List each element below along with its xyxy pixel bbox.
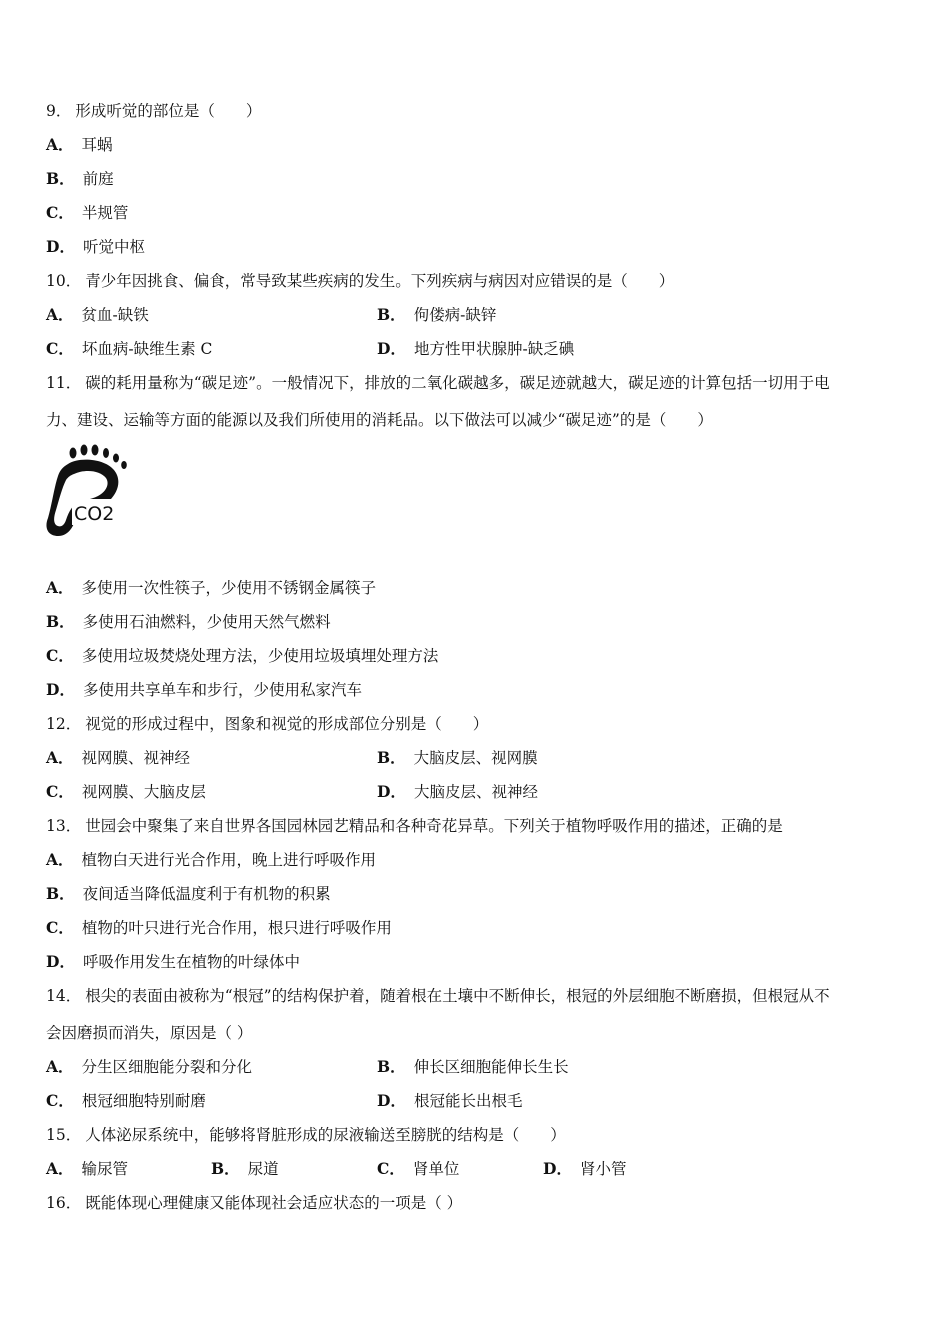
question-11-stem-line-1: 11． 碳的耗用量称为“碳足迹”。一般情况下，排放的二氧化碳越多，碳足迹就越大，碳足迹的计算包括一切用于电: [46, 374, 830, 392]
q11-option-c: C． 多使用垃圾焚烧处理方法，少使用垃圾填埋处理方法: [46, 646, 439, 665]
q14-option-b: B． 伸长区细胞能伸长生长: [377, 1057, 569, 1076]
q10-option-c: C． 坏血病-缺维生素 C: [46, 339, 213, 358]
q10-option-a: A． 贫血-缺铁: [46, 305, 149, 324]
question-15-stem: 15． 人体泌尿系统中，能够将肾脏形成的尿液输送至膀胱的结构是（ ）: [46, 1126, 566, 1144]
question-11-stem-line-2: 力、建设、运输等方面的能源以及我们所使用的消耗品。以下做法可以减少“碳足迹”的是（ ）: [46, 411, 713, 429]
q12-option-a: A． 视网膜、视神经: [46, 748, 191, 767]
q9-option-c: C． 半规管: [46, 203, 129, 222]
q10-option-d: D． 地方性甲状腺肿-缺乏碘: [377, 339, 575, 358]
question-13-stem: 13． 世园会中聚集了来自世界各国园林园艺精品和各种奇花异草。下列关于植物呼吸作用的描述，正确的是: [46, 817, 783, 835]
question-14-stem-line-1: 14． 根尖的表面由被称为“根冠”的结构保护着，随着根在土壤中不断伸长，根冠的外层细胞不断磨损，但根冠从不: [46, 987, 830, 1005]
q10-option-b: B． 佝偻病-缺锌: [377, 305, 497, 324]
question-9-stem: 9． 形成听觉的部位是（ ）: [46, 102, 262, 120]
q12-option-d: D． 大脑皮层、视神经: [377, 782, 538, 801]
q12-option-b: B． 大脑皮层、视网膜: [377, 748, 538, 767]
q9-option-b: B． 前庭: [46, 169, 114, 188]
question-12-stem: 12． 视觉的形成过程中，图象和视觉的形成部位分别是（ ）: [46, 715, 489, 733]
q12-option-c: C． 视网膜、大脑皮层: [46, 782, 206, 801]
q15-option-b: B． 尿道: [211, 1159, 279, 1178]
q14-option-a: A． 分生区细胞能分裂和分化: [46, 1057, 253, 1076]
q11-option-a: A． 多使用一次性筷子，少使用不锈钢金属筷子: [46, 578, 377, 597]
question-14-stem-line-2: 会因磨损而消失，原因是（ ）: [46, 1024, 253, 1042]
question-10-stem: 10． 青少年因挑食、偏食，常导致某些疾病的发生。下列疾病与病因对应错误的是（ ）: [46, 272, 675, 290]
question-16-stem: 16． 既能体现心理健康又能体现社会适应状态的一项是（ ）: [46, 1194, 463, 1212]
q15-option-d: D． 肾小管: [543, 1159, 627, 1178]
q13-option-a: A． 植物白天进行光合作用，晚上进行呼吸作用: [46, 850, 377, 869]
q14-option-d: D． 根冠能长出根毛: [377, 1091, 523, 1110]
q13-option-b: B． 夜间适当降低温度利于有机物的积累: [46, 884, 331, 903]
q15-option-a: A． 输尿管: [46, 1159, 129, 1178]
q15-option-c: C． 肾单位: [377, 1159, 460, 1178]
q14-option-c: C． 根冠细胞特别耐磨: [46, 1091, 206, 1110]
q13-option-c: C． 植物的叶只进行光合作用，根只进行呼吸作用: [46, 918, 392, 937]
q9-option-a: A． 耳蜗: [46, 135, 113, 154]
co2-label: CO2: [74, 503, 115, 525]
q13-option-d: D． 呼吸作用发生在植物的叶绿体中: [46, 952, 300, 971]
carbon-footprint-figure: [44, 444, 134, 540]
q11-option-d: D． 多使用共享单车和步行，少使用私家汽车: [46, 680, 362, 699]
q9-option-d: D． 听觉中枢: [46, 237, 145, 256]
q11-option-b: B． 多使用石油燃料，少使用天然气燃料: [46, 612, 331, 631]
